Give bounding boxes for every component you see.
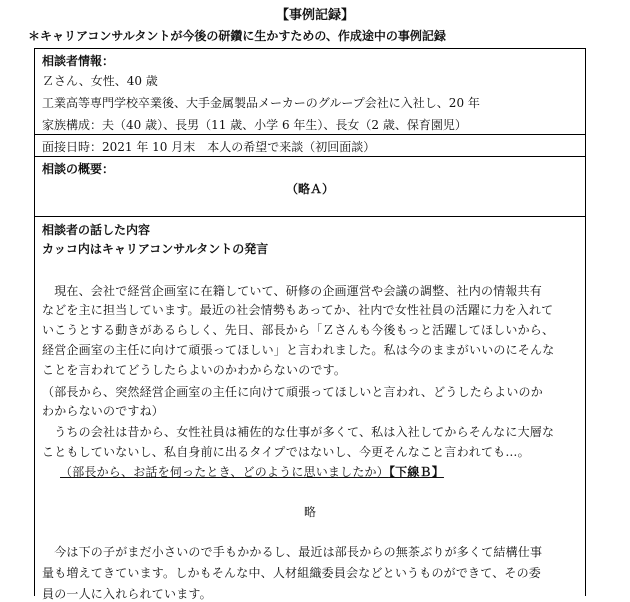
client-info-line-2: 工業高等専門学校卒業後、大手金属製品メーカーのグループ会社に入社し、20 年 bbox=[42, 96, 480, 110]
client-info-line-3: 家族構成：夫（40 歳）、長男（11 歳、小学 6 年生）、長女（2 歳、保育園児） bbox=[42, 118, 467, 132]
content-line: うちの会社は昔から、女性社員は補佐的な仕事が多くて、私は入社してからそんなに大層な bbox=[42, 425, 555, 439]
content-line: こともしていないし、私自身前に出るタイプではないし、今更そんなこと言われても…。 bbox=[42, 445, 530, 459]
content-heading: 相談者の話した内容 bbox=[42, 223, 151, 237]
client-info-line-1: Ｚさん、女性、40 歳 bbox=[42, 74, 158, 88]
tail-line: 員の一人に入れられています。 bbox=[42, 587, 212, 601]
summary-omitted: （略Ａ） bbox=[285, 182, 334, 196]
content-line: 経営企画室の主任に向けて頑張ってほしい」と言われました。私は今のままがいいのにそんな bbox=[42, 343, 555, 357]
content-line: （部長から、突然経営企画室の主任に向けて頑張ってほしいと言われ、どうしたらよいのか bbox=[42, 385, 543, 399]
page-subtitle: ＊キャリアコンサルタントが今後の研鑽に生かすための、作成途中の事例記録 bbox=[28, 29, 446, 43]
content-line: などを主に担当しています。最近の社会情勢もあってか、社内で女性社員の活躍に力を入れて bbox=[42, 303, 554, 317]
content-line: わからないのですね） bbox=[42, 404, 165, 418]
underlined-question bbox=[60, 463, 444, 480]
summary-heading: 相談の概要： bbox=[42, 162, 115, 176]
content-line: いこうとする動きがあるらしく、先日、部長から「Ｚさんも今後もっと活躍してほしいから、 bbox=[42, 323, 555, 337]
page-title: 【事例記録】 bbox=[275, 8, 354, 23]
tail-line: 量も増えてきています。しかもそんな中、人材組織委員会などというものができて、その委 bbox=[42, 566, 542, 580]
content-line: 現在、会社で経営企画室に在籍していて、研修の企画運営や会議の調整、社内の情報共有 bbox=[42, 284, 542, 298]
omitted-marker: 略 bbox=[303, 505, 316, 519]
content-note: カッコ内はキャリアコンサルタントの発言 bbox=[42, 242, 269, 256]
tail-line: 今は下の子がまだ小さいので手もかかるし、最近は部長からの無茶ぶりが多くて結構仕事 bbox=[42, 545, 543, 559]
underlined-text: （部長から、お話を伺ったとき、どのように思いましたか） bbox=[60, 465, 389, 479]
interview-date: 面接日時：2021 年 10 月末 本人の希望で来談（初回面談） bbox=[42, 140, 376, 154]
underline-tag: 【下線Ｂ】 bbox=[388, 465, 444, 479]
client-info-heading: 相談者情報： bbox=[42, 54, 115, 68]
content-line: ことを言われてどうしたらよいのかわからないのです。 bbox=[42, 363, 347, 377]
